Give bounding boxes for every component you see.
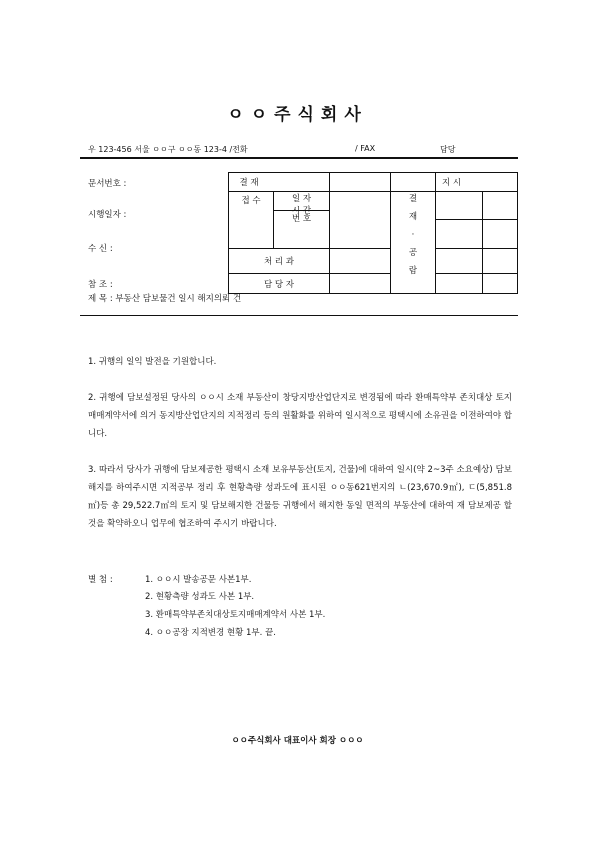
sign-box-4: [482, 219, 518, 249]
approval-grid: [228, 172, 518, 294]
sign-box-2: [482, 191, 518, 220]
sign-box-7: [435, 273, 483, 294]
doc-number-label: 문서번호 :: [88, 179, 127, 189]
review-label: 결 재 · 공 람: [408, 194, 418, 276]
approval-label: 결 재: [228, 172, 330, 192]
body-paragraph-1: 1. 귀행의 일익 발전을 기원합니다.: [88, 357, 217, 367]
header-rule: [80, 157, 518, 159]
signature-line: ㅇㅇ주식회사 대표이사 회장 ㅇㅇㅇ: [231, 736, 364, 746]
enclosure-item: 4. ㅇㅇ공장 지적변경 현황 1부. 끝.: [145, 628, 276, 638]
reference-label: 참 조 :: [88, 280, 113, 290]
handler-blank: [329, 273, 391, 294]
enclosure-item: 3. 환매특약부존치대상토지매매계약서 사본 1부.: [145, 610, 326, 620]
sign-box-6: [482, 248, 518, 274]
enclosure-item: 2. 현황측량 성과도 사본 1부.: [145, 592, 255, 602]
sender-address: 우 123-456 서울 ㅇㅇ구 ㅇㅇ동 123-4 /전화: [88, 145, 248, 154]
receipt-blank: [329, 191, 391, 249]
body-paragraph-2: 2. 귀행에 담보설정된 당사의 ㅇㅇ시 소재 부동산이 창당지방산업단지로 변경됨에 따라 환매특약부 존치대상 토지매매계약서에 의거 동지방산업단지의 지적정리 등의 원활화를 위하여 일시적으로 평택시에 소유권을 이전하여야 합니다.: [88, 393, 512, 439]
subject-rule: [80, 315, 518, 316]
body-paragraph-3: 3. 따라서 당사가 귀행에 담보제공한 평택시 소재 보유부동산(토지, 건물)에 대하여 일시(약 2~3주 소요예상) 담보해지를 하여주시면 지적공부 정리 후 현황측량 성과도에 표시된 ㅇㅇ동621번지의 ㄴ(23,670.9㎡), ㄷ(5,851.8㎡)등 총 29,522.7㎡의 토지 및 담보해지한 건물등 귀행에서 해지한 동일 면적의 부동산에 대하여 재 담보제공 할 것을 확약하오니 업무에 협조하여 주시기 바랍니다.: [88, 465, 512, 529]
recipient-label: 수 신 :: [88, 244, 113, 254]
fax-label: / FAX: [355, 144, 376, 153]
date-label: 시행일자 :: [88, 210, 127, 220]
subject-line: 제 목 : 부동산 담보물건 일시 해지의뢰 건: [88, 294, 242, 304]
number-cell: 번 호: [273, 210, 330, 249]
time-cell-label: 시 간: [291, 206, 312, 216]
sign-box-1: [435, 191, 483, 220]
receipt-label: 접 수: [228, 191, 274, 249]
approval-blank-1: [329, 172, 391, 192]
page-title: ㅇㅇ주식회사: [227, 105, 368, 125]
sign-box-8: [482, 273, 518, 294]
date-cell-label: 일 자: [291, 194, 312, 204]
enclosure-item: 1. ㅇㅇ시 발송공문 사본1부.: [145, 575, 252, 585]
handler-label: 담 당 자: [228, 273, 330, 294]
dept-blank: [329, 248, 391, 274]
manager-label: 담당: [440, 145, 456, 154]
sign-box-3: [435, 219, 483, 249]
approval-blank-2: [390, 172, 436, 192]
dept-label: 처 리 과: [228, 248, 330, 274]
enclosure-label: 별 첨 :: [88, 575, 113, 585]
sign-box-5: [435, 248, 483, 274]
instruction-label: 지 시: [435, 172, 518, 192]
